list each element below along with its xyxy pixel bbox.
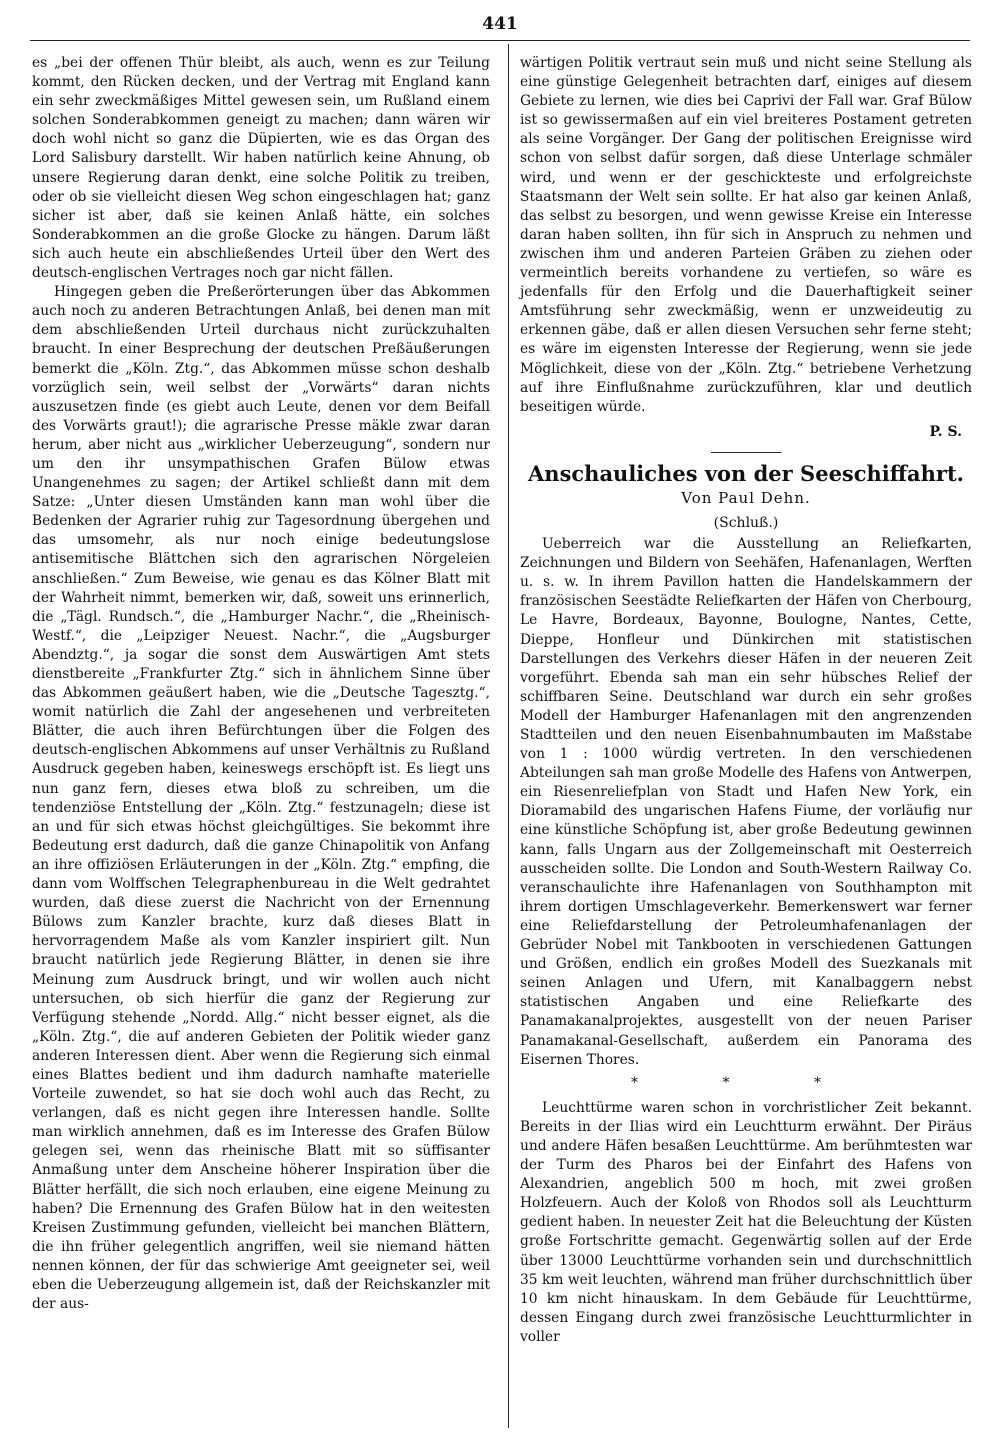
column-divider [508, 44, 509, 1428]
article-paragraph-2: Leuchttürme waren schon in vorchristlicher Zeit bekannt. Bereits in der Ilias wird ein Leuchtturm erwähnt. Der Piräus und andere Häfen besaßen Leuchttürme. Am berühmtesten war der Turm des Pharos bei der Einfahrt des Hafens von Alexandrien, angeblich 500 m hoch, mit zwei großen Holzfeuern. Auch der Koloß von Rhodos soll als Leuchtturm gedient haben. In neuester Zeit hat die Beleuchtung der Küsten große Fortschritte gemacht. Gegenwärtig sollen auf der Erde über 13000 Leuchttürme vorhanden sein und durchschnittlich 35 km weit leuchten, während man früher durchschnittlich über 10 km nicht hinauskam. In dem Gebäude für Leuchttürme, dessen Eingang durch zwei französische Leuchtturmlichter in voller [520, 1099, 972, 1345]
left-paragraph-2: Hingegen geben die Preßerörterungen über das Abkommen auch noch zu anderen Betrachtungen Anlaß, bei denen man mit dem abschließenden Urteil durchaus nicht zurückzuhalten braucht. In einer Besprechung der deutschen Preßäußerungen bemerkt die „Köln. Ztg.“, das Abkommen müsse schon deshalb vorzüglich sein, weil selbst der „Vorwärts“ daran nichts auszusetzen finde (es giebt auch Leute, denen vor dem Beifall des Vorwärts graut!); die agrarische Presse mäkle zwar daran herum, aber nicht aus „wirklicher Ueberzeugung“, sondern nur um den ihr unsympathischen Grafen Bülow etwas Unangenehmes zu sagen; der Artikel schließt dann mit dem Satze: „Unter diesen Umständen kann man wohl über die Bedenken der Agrarier ruhig zur Tagesordnung übergehen und das umsomehr, als nur noch einige bedeutungslose antisemitische Blättchen sich den agrarischen Nörgeleien anschließen.“ Zum Beweise, wie genau es das Kölner Blatt mit der Wahrheit nimmt, bemerken wir, daß, soweit uns erinnerlich, die „Tägl. Rundsch.“, die „Hamburger Nachr.“, die „Rheinisch-Westf.“, die „Leipziger Neuest. Nachr.“, die „Augsburger Abendztg.“, ja sogar die sonst dem Auswärtigen Amt stets dienstbereite „Frankfurter Ztg.“ sich in ähnlichem Sinne über das Abkommen geäußert haben, wie die „Deutsche Tagesztg.“, womit natürlich die Zahl der angesehenen und verbreiteten Blätter, die auch ihren Befürchtungen über die Folgen des deutsch-englischen Abkommens auf unser Verhältnis zu Rußland Ausdruck gegeben haben, keineswegs erschöpft ist. Es liegt uns nun ganz fern, dieses etwa bloß zu schreiben, um die tendenziöse Entstellung der „Köln. Ztg.“ festzunageln; diese ist an und für sich etwas höchst gleichgültiges. Sie bekommt ihre Bedeutung erst dadurch, daß die ganze Chinapolitik von Anfang an ihre offiziösen Erläuterungen in der „Köln. Ztg.“ empfing, die dann vom Wolffschen Telegraphenbureau in die Welt gedrahtet wurden, daß diese zuerst die Nachricht von der Ernennung Bülows zum Kanzler brachte, kurz daß dieses Blatt in hervorragendem Maße als vom Kanzler inspiriert gilt. Nun braucht natürlich jede Regierung Blätter, in denen sie ihre Meinung zum Ausdruck bringt, und wir wollen auch nicht untersuchen, ob sich hierfür die ganz der Regierung zur Verfügung stehende „Nordd. Allg.“ nicht besser eignet, als die „Köln. Ztg.“, die auf anderen Gebieten der Politik wieder ganz anderen Interessen dient. Aber wenn die Regierung sich einmal eines Blattes bedient und ihm dadurch namhafte materielle Vorteile zuwendet, so hat sie doch wohl auch das Recht, zu verlangen, daß es nicht gegen ihre Interessen handle. Sollte man wirklich annehmen, daß es im Interesse des Grafen Bülow gelegen sei, wenn das rheinische Blatt mit so süffisanter Anmaßung unter dem Anscheine höherer Inspiration über die Blätter herfällt, die sich noch erlauben, eine eigene Meinung zu haben? Die Ernennung des Grafen Bülow hat in den weitesten Kreisen Zustimmung gefunden, vielleicht bei manchen Blättern, die ihn früher gelegentlich angriffen, weil sie niemand hätten nennen können, der für das schwierige Amt geeigneter sei, weil eben die Ueberzeugung allgemein ist, daß der Reichskanzler mit der aus- [32, 284, 490, 1313]
left-column [32, 54, 490, 1314]
continuation-note: (Schluß.) [713, 514, 779, 531]
right-column [520, 54, 972, 1347]
section-separator [711, 452, 781, 453]
right-paragraph-continued: wärtigen Politik vertraut sein muß und nicht seine Stellung als eine günstige Gelegenheit betrachten darf, einiges auf diesem Gebiete zu lernen, wie dies bei Caprivi der Fall war. Graf Bülow ist so gewissermaßen auf ein viel breiteres Postament getreten als seine Vorgänger. Der Gang der politischen Ereignisse wird schon von selbst dafür sorgen, daß diese Unterlage schmäler wird, und wenn er der geschickteste und erfolgreichste Staatsmann der Welt sein sollte. Er hat also gar keinen Anlaß, das selbst zu besorgen, und wenn gewisse Kreise ein Interesse daran haben sollten, ihn für sich in Anspruch zu nehmen und zwischen ihm und anderen Parteien Gräben zu ziehen oder vermeintlich bereits vorhandene zu vertiefen, so wäre es jedenfalls für den Erfolg und die Dauerhaftigkeit seiner Amtsführung sehr zweckmäßig, wenn er unzweideutig zu erkennen gäbe, daß er allen diesen Versuchen sehr ferne steht; es wäre im eigensten Interesse der Regierung, wenn sie jede Möglichkeit, diese von der „Köln. Ztg.“ betriebene Verhetzung auf ihre Einflußnahme zurückzuführen, klar und deutlich beseitigen würde. [520, 55, 972, 415]
article-byline: Von Paul Dehn. [681, 488, 811, 507]
asterism-separator: * * * [631, 1074, 861, 1091]
left-paragraph-1: es „bei der offenen Thür bleibt, als auch, wenn es zur Teilung kommt, den Rücken decken, und der Vertrag mit England kann ein sehr zweckmäßiges Mittel gewesen sein, um Rußland einem solchen Sonderabkommen geneigt zu machen; dann wären wir doch wohl nicht so ganz die Düpierten, wie es das Organ des Lord Salisbury darstellt. Wir haben natürlich keine Ahnung, ob unsere Regierung daran denkt, eine solche Politik zu treiben, oder ob sie vielleicht diesen Weg schon eingeschlagen hat; ganz sicher ist aber, daß sie keinen Anlaß hätte, ein solches Sonderabkommen an die große Glocke zu hängen. Darum läßt sich auch heute ein abschließendes Urteil über den Wert des deutsch-englischen Vertrages noch gar nicht fällen. [32, 55, 490, 282]
article-paragraph-1: Ueberreich war die Ausstellung an Reliefkarten, Zeichnungen und Bildern von Seehäfen, Hafenanlagen, Werften u. s. w. In ihrem Pavillon hatten die Handelskammern der französischen Seestädte Reliefkarten der Häfen von Cherbourg, Le Havre, Bordeaux, Bayonne, Boulogne, Nantes, Cette, Dieppe, Honfleur und Dünkirchen mit statistischen Darstellungen des Verkehrs dieser Häfen in der neueren Zeit vorgeführt. Ebenda sah man ein sehr hübsches Relief der schiffbaren Seine. Deutschland war durch ein sehr großes Modell der Hamburger Hafenanlagen mit den angrenzenden Stadtteilen und den neuen Eisenbahnumbauten im Maßstabe von 1 : 1000 würdig vertreten. In den verschiedenen Abteilungen sah man große Modelle des Hafens von Antwerpen, ein Riesenreliefplan von Stadt und Hafen New York, ein Dioramabild des ungarischen Hafens Fiume, der vorläufig nur eine künstliche Schöpfung ist, aber große Bedeutung gewinnen kann, falls Ungarn aus der Zollgemeinschaft mit Oesterreich ausscheiden sollte. Die London and South-Western Railway Co. veranschaulichte ihre Hafenanlagen von Southhampton mit ihrem dortigen Umschlageverkehr. Bemerkenswert war ferner eine Reliefdarstellung der Petroleumhafenanlagen der Gebrüder Nobel mit Tankbooten in verschiedenen Gattungen und Größen, endlich ein großes Modell des Suezkanals mit seinen Anlagen und Ufern, mit Kanalbaggern nebst statistischen Angaben und eine Reliefkarte des Panamakanalprojektes, ausgestellt von der neuen Pariser Panamakanal-Gesellschaft, außerdem ein Panorama des Eisernen Thores. [520, 536, 972, 1068]
article-title: Anschauliches von der Seeschiffahrt. [528, 460, 964, 486]
author-signature: P. S. [929, 423, 962, 440]
page-number: 441 [482, 14, 518, 34]
header-rule [30, 40, 970, 41]
